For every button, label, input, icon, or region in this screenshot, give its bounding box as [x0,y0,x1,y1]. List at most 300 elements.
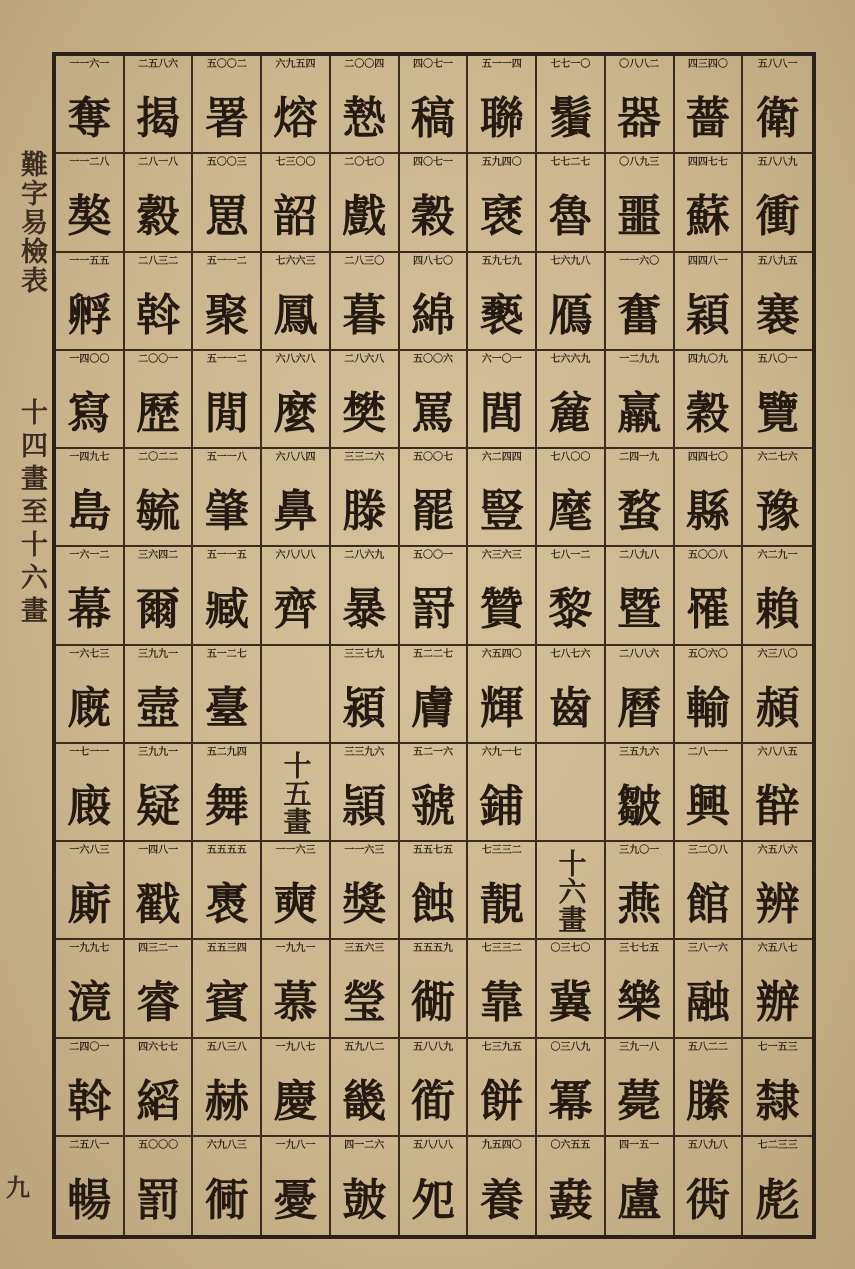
char-glyph: 慕 [273,977,318,1029]
char-cell [675,940,744,1038]
char-glyph: 樊 [342,387,387,439]
char-cell [262,154,331,252]
char-code: 五一一四 [481,59,522,70]
char-glyph: 鬚 [548,93,593,145]
char-code: 〇三八九 [550,1041,591,1053]
char-glyph: 戲 [342,191,387,243]
char-glyph: 暢 [67,1174,112,1226]
char-code: 二〇〇四 [344,59,385,70]
char-cell [193,56,262,154]
char-cell [468,547,537,645]
char-cell [331,646,400,744]
char-glyph: 壼 [136,682,181,734]
char-code: 五八八九 [757,157,798,169]
char-glyph: 揭 [136,93,181,145]
char-cell [400,56,469,154]
char-code: 五〇〇〇 [138,1139,179,1151]
char-cell [400,154,469,252]
char-glyph: 署 [204,93,249,145]
char-code: 一四九七 [69,452,110,463]
char-code: 三八一六 [687,943,728,955]
char-code: 一七一一 [69,746,110,758]
char-cell [125,940,194,1038]
char-code: 一一六〇 [619,255,660,267]
char-cell [537,351,606,449]
char-code: 二八六九 [344,550,385,562]
char-glyph: 戳 [136,879,181,931]
char-glyph: 奭 [273,879,318,931]
char-glyph: 衛 [755,93,800,145]
char-cell [331,1137,400,1235]
char-glyph: 縢 [685,1075,730,1127]
char-code: 六九一七 [481,746,522,758]
char-cell [537,1137,606,1235]
char-cell [606,154,675,252]
char-code: 五〇六〇 [687,648,728,660]
char-code: 四三四〇 [687,59,728,70]
char-cell [331,744,400,842]
char-glyph: 歷 [136,387,181,439]
char-code: 三九九一 [138,746,179,758]
char-code: 二八一一 [687,746,728,758]
char-code: 五八九五 [757,255,798,267]
char-glyph: 噩 [617,191,662,243]
char-glyph: 衝 [755,191,800,243]
char-code: 六三六三 [481,550,522,562]
char-cell [675,1039,744,1137]
char-cell [193,547,262,645]
char-code: 一六八三 [69,845,110,856]
char-cell [125,547,194,645]
stroke-count-header [537,842,606,940]
char-code: 六八八四 [275,452,316,463]
char-cell [743,56,812,154]
char-cell [675,253,744,351]
char-glyph: 舞 [204,780,249,832]
char-glyph: 罷 [410,486,455,538]
char-cell [468,646,537,744]
char-glyph: 皷 [342,1174,387,1226]
char-code: 四〇七一 [412,157,453,169]
char-code: 七六六三 [275,255,316,267]
char-glyph: 畿 [342,1075,387,1127]
char-code: 〇三七〇 [550,943,591,955]
char-glyph: 稿 [410,93,455,145]
char-code: 三二〇八 [687,845,728,856]
char-cell [400,940,469,1038]
char-glyph [537,768,604,836]
char-glyph: 魯 [548,191,593,243]
char-code: 三九一八 [619,1041,660,1053]
char-code: 二八一八 [138,157,179,169]
char-code: 五一一八 [206,452,247,463]
char-code: 七八一二 [550,550,591,562]
char-cell [468,1137,537,1235]
char-code: 一一六三 [344,845,385,856]
char-cell [675,351,744,449]
char-cell [331,351,400,449]
char-cell [675,842,744,940]
char-cell [537,449,606,547]
char-glyph: 彪 [755,1174,800,1226]
char-cell [537,744,606,842]
char-code: 一六一二 [69,550,110,562]
char-code: 五二一六 [412,746,453,758]
char-cell [743,940,812,1038]
char-glyph: 贊 [479,584,524,636]
char-code: 三九〇一 [619,845,660,856]
char-cell [262,253,331,351]
char-cell [193,1039,262,1137]
char-cell [675,646,744,744]
char-glyph: 鳳 [273,289,318,341]
char-code: 三五六三 [344,943,385,955]
char-cell [56,547,125,645]
char-glyph: 幕 [67,584,112,636]
char-code: 四六七七 [138,1041,179,1053]
char-code: 五一一五 [206,550,247,562]
char-cell [606,1039,675,1137]
char-cell [675,449,744,547]
char-cell [743,253,812,351]
char-glyph: 冪 [548,1075,593,1127]
char-code: 二八三〇 [344,255,385,267]
char-cell [400,253,469,351]
char-cell [743,646,812,744]
char-code: 五八二二 [687,1041,728,1053]
char-code: 二八九八 [619,550,660,562]
char-code: 一六七三 [69,648,110,660]
char-code: 五八八九 [412,1041,453,1053]
char-glyph: 辨 [755,879,800,931]
char-code: 九五四〇 [481,1139,522,1151]
char-glyph: 蝥 [617,486,662,538]
char-code: 六八六八 [275,353,316,365]
char-code: 六九五四 [275,59,316,70]
char-cell [400,744,469,842]
char-cell [606,547,675,645]
char-glyph: 靚 [479,879,524,931]
char-cell [606,842,675,940]
char-cell [537,154,606,252]
char-glyph: 爾 [136,584,181,636]
char-cell [331,842,400,940]
char-glyph: 罳 [204,191,249,243]
char-cell [262,547,331,645]
char-code: 一九八一 [275,1139,316,1151]
char-cell [468,449,537,547]
char-glyph [262,670,329,738]
char-cell [743,1039,812,1137]
char-code: 四八七〇 [412,255,453,267]
char-code: 五九八二 [344,1041,385,1053]
char-code: 七八七六 [550,648,591,660]
char-cell [537,940,606,1038]
char-glyph: 暮 [342,289,387,341]
char-glyph: 毓 [136,486,181,538]
char-code: 七三〇〇 [275,157,316,169]
char-cell [537,1039,606,1137]
char-code: 七六九八 [550,255,591,267]
char-cell [537,253,606,351]
char-cell [400,351,469,449]
char-code: 七三三二 [481,845,522,856]
page-number: 九 [6,1173,30,1202]
char-code: 二八八六 [619,648,660,660]
char-cell [400,1039,469,1137]
char-code: 七七一〇 [550,59,591,70]
char-cell [193,646,262,744]
char-glyph: 寫 [67,387,112,439]
char-cell [193,1137,262,1235]
char-cell [606,1137,675,1235]
char-glyph: 器 [617,93,662,145]
char-code: 一二九九 [619,353,660,365]
char-cell [675,547,744,645]
char-code: 六五八七 [757,943,798,955]
char-glyph: 豎 [479,486,524,538]
char-glyph: 滕 [342,486,387,538]
char-code: 五五三四 [206,943,247,955]
char-glyph: 覽 [755,387,800,439]
char-glyph: 衕 [204,1174,249,1226]
char-cell [331,449,400,547]
char-code: 四一五一 [619,1139,660,1151]
char-code: 五一二七 [206,648,247,660]
char-glyph: 興 [685,780,730,832]
char-code: 五八八一 [757,59,798,70]
char-code: 五二九四 [206,746,247,758]
char-cell [331,56,400,154]
char-code: 二四〇一 [69,1041,110,1053]
char-glyph: 熔 [273,93,318,145]
char-glyph: 睿 [136,977,181,1029]
char-code: 〇六五五 [550,1139,591,1151]
char-glyph: 聚 [204,289,249,341]
char-code: 五八八八 [412,1139,453,1151]
char-cell [125,351,194,449]
char-code: 五八〇一 [757,353,798,365]
char-code: 二〇〇一 [138,353,179,365]
char-glyph: 館 [685,879,730,931]
char-glyph: 盧 [617,1174,662,1226]
char-glyph: 靠 [479,977,524,1029]
char-code: 一一五五 [69,255,110,267]
char-glyph: 鴈 [548,289,593,341]
char-code: 五五七五 [412,845,453,856]
char-glyph: 奮 [617,289,662,341]
char-code: 三三七九 [344,648,385,660]
char-glyph: 聯 [479,93,524,145]
char-code: 四四八一 [687,255,728,267]
char-glyph: 獒 [67,191,112,243]
char-cell [56,744,125,842]
char-code: 五〇〇一 [412,550,453,562]
char-cell [262,940,331,1038]
char-glyph: 縠 [136,191,181,243]
char-glyph: 齊 [273,584,318,636]
char-cell [606,253,675,351]
char-glyph: 養 [479,1174,524,1226]
char-glyph: 暨 [617,584,662,636]
char-glyph: 麾 [548,486,593,538]
char-glyph: 薨 [617,1075,662,1127]
char-glyph: 韶 [273,191,318,243]
char-glyph: 閭 [479,387,524,439]
char-glyph: 膚 [410,682,455,734]
char-code: 二〇七〇 [344,157,385,169]
char-glyph: 罰 [136,1174,181,1226]
char-glyph: 孵 [67,289,112,341]
char-glyph: 餅 [479,1075,524,1127]
char-glyph: 臺 [204,682,249,734]
char-code: 七三九五 [481,1041,522,1053]
char-code: 一一六三 [275,845,316,856]
char-code: 五〇〇六 [412,353,453,365]
char-cell [56,449,125,547]
char-glyph: 蘇 [685,191,730,243]
char-code: 五一一二 [206,255,247,267]
char-code: 七八〇〇 [550,452,591,463]
char-code: 一九八七 [275,1041,316,1053]
char-glyph: 慹 [342,93,387,145]
char-glyph: 罵 [410,387,455,439]
char-cell [675,154,744,252]
char-cell [125,253,194,351]
char-glyph: 罸 [410,584,455,636]
char-glyph: 樂 [617,977,662,1029]
char-code: 六九八三 [206,1139,247,1151]
char-cell [125,744,194,842]
char-glyph: 褎 [479,191,524,243]
stroke-header-label: 十五畫 [279,750,313,835]
char-code: 二五八一 [69,1139,110,1151]
char-cell [743,547,812,645]
char-cell [743,842,812,940]
char-code: 二五八六 [138,59,179,70]
char-cell [331,253,400,351]
char-glyph: 罹 [685,584,730,636]
char-glyph: 賓 [204,977,249,1029]
char-cell [331,154,400,252]
char-glyph: 憂 [273,1174,318,1226]
char-cell [537,547,606,645]
char-glyph: 獎 [342,879,387,931]
char-glyph: 肇 [204,486,249,538]
char-glyph: 島 [67,486,112,538]
char-glyph: 曆 [617,682,662,734]
character-index-table [52,52,816,1239]
char-glyph: 廝 [67,879,112,931]
char-cell [331,547,400,645]
char-glyph: 鼖 [548,1174,593,1226]
char-cell [262,646,331,744]
char-code: 五〇〇二 [206,59,247,70]
char-glyph: 鼻 [273,486,318,538]
char-code: 二八三二 [138,255,179,267]
char-cell [606,56,675,154]
char-cell [56,940,125,1038]
stroke-header-label: 十六畫 [554,849,588,934]
char-cell [743,1137,812,1235]
char-glyph: 麼 [273,387,318,439]
char-code: 五〇〇三 [206,157,247,169]
char-glyph: 奪 [67,93,112,145]
char-glyph: 褰 [755,289,800,341]
char-code: 二〇二二 [138,452,179,463]
char-glyph: 辦 [755,977,800,1029]
char-cell [400,646,469,744]
char-glyph: 鋪 [479,780,524,832]
char-cell [675,1137,744,1235]
char-cell [125,646,194,744]
char-cell [468,56,537,154]
char-cell [193,351,262,449]
char-glyph: 頴 [342,780,387,832]
char-glyph: 穀 [410,191,455,243]
char-code: 六一〇一 [481,353,522,365]
char-glyph: 輝 [479,682,524,734]
char-code: 四四七七 [687,157,728,169]
char-glyph: 斡 [67,1075,112,1127]
char-cell [537,646,606,744]
char-code: 七一五三 [757,1041,798,1053]
char-cell [125,1137,194,1235]
char-glyph: 衚 [410,977,455,1029]
char-cell [606,646,675,744]
char-glyph: 羸 [617,387,662,439]
char-cell [125,56,194,154]
char-glyph: 暴 [342,584,387,636]
char-cell [262,1137,331,1235]
char-cell [125,1039,194,1137]
char-code: 六三八〇 [757,648,798,660]
char-cell [606,449,675,547]
char-cell [468,351,537,449]
char-code: 七七二七 [550,157,591,169]
char-code: 六五四〇 [481,648,522,660]
side-subtitle: 十四畫至十六畫 [16,398,47,629]
char-cell [468,154,537,252]
char-cell [400,449,469,547]
char-glyph: 疑 [136,780,181,832]
char-glyph: 瑩 [342,977,387,1029]
char-glyph: 赫 [204,1075,249,1127]
char-glyph: 輸 [685,682,730,734]
char-cell [56,154,125,252]
char-cell [125,449,194,547]
char-glyph: 豫 [755,486,800,538]
char-cell [193,940,262,1038]
side-title: 難字易檢表 [16,150,47,295]
char-code: 二八六八 [344,353,385,365]
char-code: 一九九七 [69,943,110,955]
char-cell [193,744,262,842]
char-cell [193,842,262,940]
char-code: 四〇七一 [412,59,453,70]
char-code: 三七七五 [619,943,660,955]
char-cell [400,547,469,645]
char-code: 〇八八二 [619,59,660,70]
char-cell [537,56,606,154]
char-glyph: 縚 [136,1075,181,1127]
char-glyph: 黎 [548,584,593,636]
char-cell [125,154,194,252]
char-cell [331,940,400,1038]
char-glyph: 賴 [755,584,800,636]
char-code: 一一六一 [69,59,110,70]
char-glyph: 閒 [204,387,249,439]
